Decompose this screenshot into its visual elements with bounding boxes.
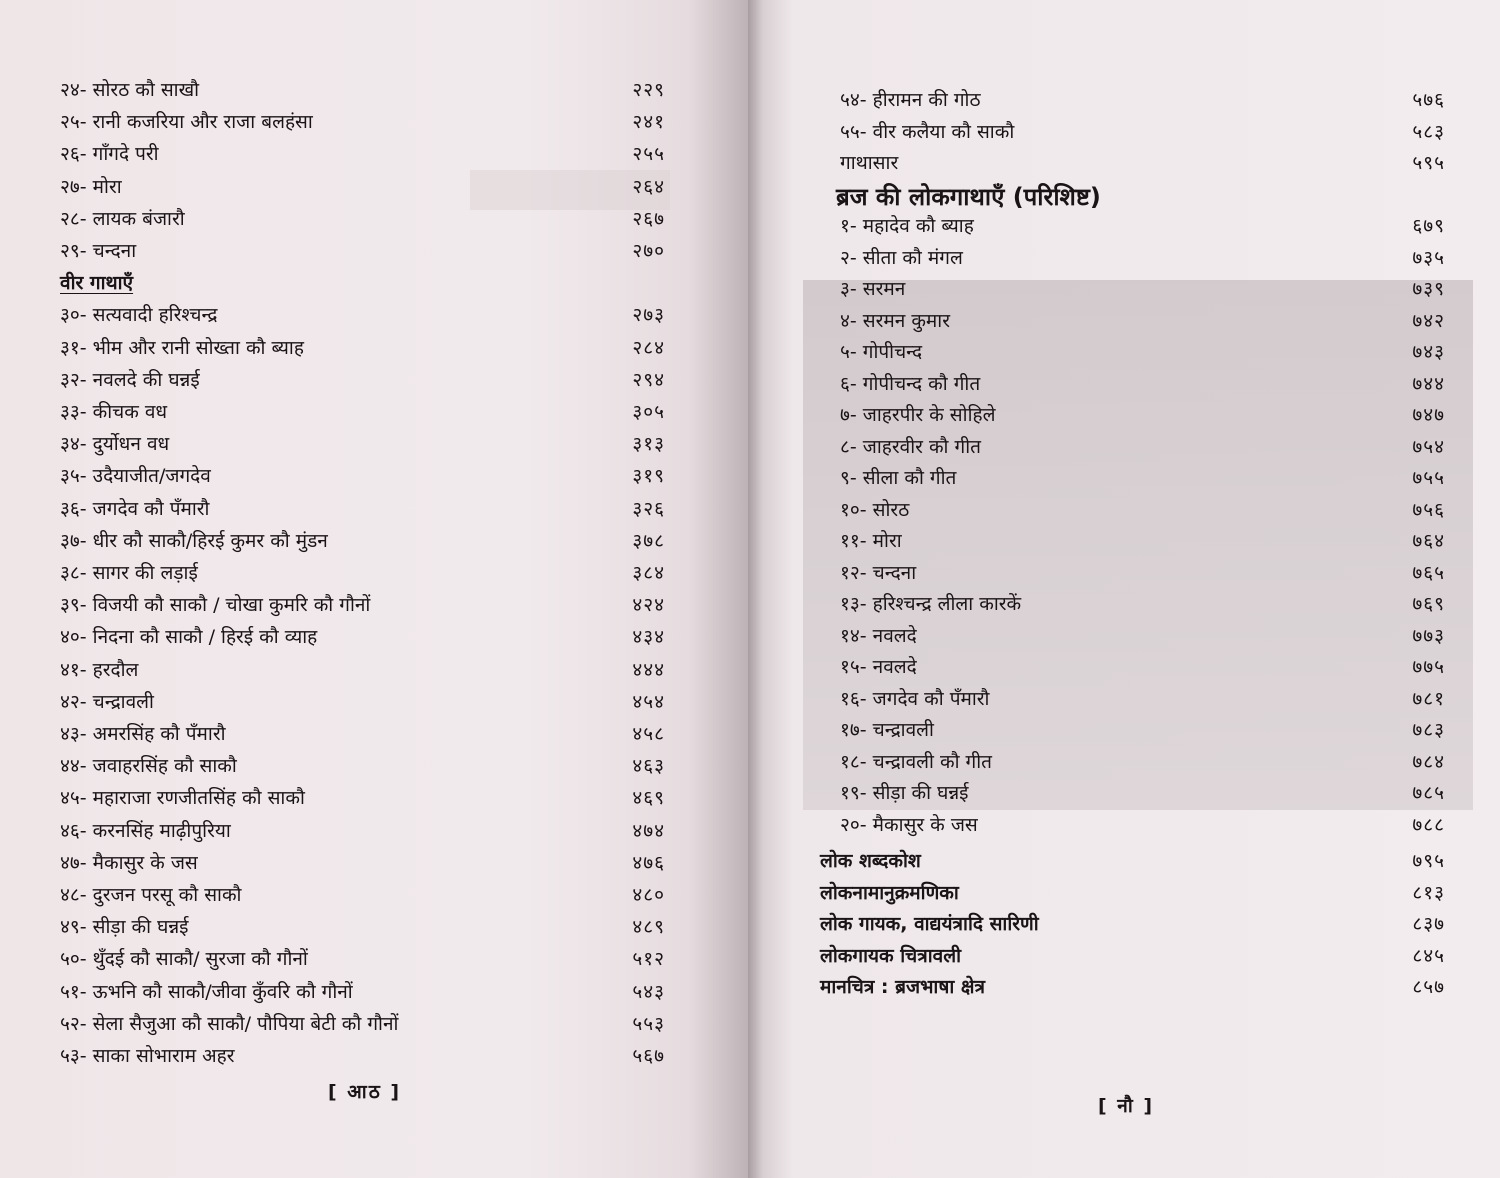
toc-entry — [60, 429, 665, 459]
toc-entry-title: ३- सरमन — [840, 278, 906, 300]
toc-entry-page: ७४३ — [1412, 341, 1445, 363]
right-toc-list-top — [840, 85, 1445, 185]
toc-entry-page: ३०५ — [632, 401, 665, 423]
toc-entry-title: ३४- दुर्योधन वध — [60, 433, 170, 456]
toc-entry-page: ३८४ — [632, 562, 665, 584]
toc-entry-title: ११- मोरा — [840, 530, 902, 552]
toc-entry-page: २६४ — [632, 175, 665, 198]
toc-entry-page: २२९ — [632, 79, 665, 101]
toc-entry-page: ५६७ — [632, 1045, 665, 1067]
toc-entry-page: ७४७ — [1412, 404, 1445, 426]
toc-entry-title: ३७- धीर कौ साकौ/हिरई कुमर कौ मुंडन — [60, 529, 328, 552]
toc-entry-title: २४- सोरठ कौ साखौ — [60, 79, 200, 101]
toc-entry-page: ५५३ — [632, 1012, 665, 1035]
toc-entry-title: लोकनामानुक्रमणिका — [820, 881, 959, 904]
toc-entry-page: ४७४ — [632, 819, 665, 842]
toc-entry — [60, 461, 665, 491]
toc-entry-title: १४- नवलदे — [840, 624, 917, 647]
toc-entry-page: ८३७ — [1412, 913, 1445, 935]
toc-entry-page: ३२६ — [632, 497, 665, 520]
toc-entry-page: ७५६ — [1412, 498, 1445, 521]
toc-entry-page: ७८४ — [1412, 750, 1445, 773]
toc-entry — [840, 274, 1445, 304]
toc-entry-page: २७३ — [632, 304, 665, 327]
toc-entry-page: २४१ — [632, 111, 665, 134]
toc-entry — [60, 816, 665, 846]
toc-entry — [840, 337, 1445, 367]
toc-entry — [60, 655, 665, 685]
toc-entry — [840, 747, 1445, 777]
toc-entry-page: ३७८ — [632, 529, 665, 552]
toc-entry-title: ४२- चन्द्रावली — [60, 690, 154, 713]
toc-entry-title: २८- लायक बंजारौ — [60, 207, 185, 230]
toc-entry — [60, 365, 665, 395]
toc-entry — [820, 878, 1445, 908]
toc-entry-title: लोकगायक चित्रावली — [820, 944, 962, 967]
toc-entry — [60, 590, 665, 620]
toc-entry-title: ७- जाहरपीर के सोहिले — [840, 404, 996, 426]
toc-entry-title: ४८- दुरजन परसू कौ साकौ — [60, 884, 242, 906]
toc-entry-page: ५७६ — [1412, 89, 1445, 111]
toc-entry-title: ८- जाहरवीर कौ गीत — [840, 435, 981, 458]
toc-entry — [840, 369, 1445, 399]
toc-entry-title: ४३- अमरसिंह कौ पँमारौ — [60, 723, 226, 745]
toc-entry-title: १८- चन्द्रावली कौ गीत — [840, 750, 993, 773]
toc-entry-page: ४६३ — [632, 755, 665, 778]
toc-entry — [840, 526, 1445, 556]
toc-entry-title: ४७- मैकासुर के जस — [60, 851, 198, 874]
toc-entry-title: ३१- भीम और रानी सोख्ता कौ ब्याह — [60, 336, 304, 359]
toc-entry — [840, 495, 1445, 525]
toc-entry — [840, 810, 1445, 840]
toc-entry-title: ६- गोपीचन्द कौ गीत — [840, 372, 981, 395]
toc-entry-page: ६७९ — [1412, 215, 1445, 237]
toc-entry — [840, 432, 1445, 462]
toc-entry — [60, 558, 665, 588]
toc-entry — [840, 778, 1445, 808]
toc-entry — [840, 117, 1445, 147]
toc-entry — [820, 972, 1445, 1002]
toc-entry-title: ५१- ऊभनि कौ साकौ/जीवा कुँवरि कौ गौनों — [60, 980, 353, 1003]
toc-entry-title: ३९- विजयी कौ साकौ / चोखा कुमरि कौ गौनों — [60, 594, 371, 617]
toc-entry-page: ४६९ — [632, 787, 665, 810]
left-page — [0, 0, 748, 1178]
toc-entry-title: ४९- सीड़ा की घन्नई — [60, 916, 189, 939]
toc-entry — [60, 397, 665, 427]
toc-entry — [820, 941, 1445, 971]
toc-entry-page: ४५८ — [632, 723, 665, 745]
toc-entry-title: २- सीता कौ मंगल — [840, 246, 963, 269]
toc-entry-page: २६७ — [632, 207, 665, 230]
toc-entry-title: १६- जगदेव कौ पँमारौ — [840, 687, 990, 710]
toc-entry — [60, 912, 665, 942]
toc-entry — [840, 306, 1445, 336]
toc-entry-page: ७३९ — [1412, 278, 1445, 300]
toc-entry-page: ७३५ — [1412, 246, 1445, 269]
toc-entry — [60, 1009, 665, 1039]
toc-entry-title: ५५- वीर कलैया कौ साकौ — [840, 120, 1015, 143]
toc-entry-page: ८५७ — [1412, 976, 1445, 998]
toc-entry-page: ७४२ — [1412, 309, 1445, 332]
right-toc-list-bottom — [820, 846, 1445, 1016]
toc-entry-page: ७८५ — [1412, 782, 1445, 804]
toc-entry — [60, 977, 665, 1007]
toc-entry-title: १९- सीड़ा की घन्नई — [840, 782, 969, 804]
toc-entry — [60, 783, 665, 813]
toc-entry-title: १७- चन्द्रावली — [840, 719, 934, 741]
toc-entry — [60, 268, 665, 298]
toc-entry-title: ४०- निदना कौ साकौ / हिरई कौ व्याह — [60, 626, 318, 649]
toc-entry — [840, 211, 1445, 241]
toc-entry-page: ७८३ — [1412, 719, 1445, 741]
toc-entry-page: २९४ — [632, 368, 665, 391]
toc-entry-title: ४१- हरदौल — [60, 658, 139, 681]
toc-entry-page: ७५४ — [1412, 435, 1445, 458]
toc-entry-title: गाथासार — [840, 152, 899, 174]
toc-entry-page: ७९५ — [1412, 850, 1445, 872]
toc-entry-title: मानचित्र : ब्रजभाषा क्षेत्र — [820, 976, 985, 998]
toc-entry-page: ७६५ — [1412, 561, 1445, 584]
toc-entry-page: ४४४ — [632, 658, 665, 681]
toc-entry-page: ७७३ — [1412, 624, 1445, 647]
toc-entry — [820, 846, 1445, 876]
toc-entry — [60, 204, 665, 234]
toc-entry — [60, 751, 665, 781]
toc-entry — [840, 684, 1445, 714]
toc-entry-title: ४४- जवाहरसिंह कौ साकौ — [60, 755, 237, 778]
toc-entry-title: ५०- थुँदई कौ साकौ/ सुरजा कौ गौनों — [60, 948, 308, 971]
toc-entry — [60, 880, 665, 910]
toc-entry-title: ३२- नवलदे की घन्नई — [60, 368, 200, 391]
toc-entry-title: लोक गायक, वाद्ययंत्रादि सारिणी — [820, 913, 1039, 935]
toc-entry — [840, 400, 1445, 430]
page-folio-left: [ आठ ] — [328, 1081, 402, 1103]
toc-entry-page: ८१३ — [1412, 881, 1445, 904]
toc-entry — [60, 300, 665, 330]
toc-entry-title: २५- रानी कजरिया और राजा बलहंसा — [60, 111, 313, 134]
toc-entry — [60, 494, 665, 524]
toc-entry-page: २८४ — [632, 336, 665, 359]
toc-entry — [60, 944, 665, 974]
toc-entry-page: ४५४ — [632, 690, 665, 713]
toc-entry-title: ३३- कीचक वध — [60, 401, 168, 423]
toc-entry-title: ३५- उदैयाजीत/जगदेव — [60, 465, 211, 488]
toc-entry — [60, 333, 665, 363]
toc-entry-page: ३१३ — [632, 433, 665, 456]
toc-entry — [820, 909, 1445, 939]
toc-entry — [60, 622, 665, 652]
toc-entry-page: ४८९ — [632, 916, 665, 939]
toc-entry-title: १- महादेव कौ ब्याह — [840, 215, 974, 237]
toc-entry-title: ४- सरमन कुमार — [840, 309, 950, 332]
toc-entry-page: ७६९ — [1412, 593, 1445, 615]
toc-entry — [840, 243, 1445, 273]
toc-entry-title: ३६- जगदेव कौ पँमारौ — [60, 497, 210, 520]
toc-entry — [60, 75, 665, 105]
toc-entry-title: ५२- सेला सैजुआ कौ साकौ/ पौपिया बेटी कौ गौनों — [60, 1012, 399, 1035]
toc-entry — [60, 526, 665, 556]
toc-entry-title: ५- गोपीचन्द — [840, 341, 923, 363]
toc-entry — [840, 621, 1445, 651]
toc-entry-page: ७६४ — [1412, 530, 1445, 552]
toc-entry-page: ५१२ — [632, 948, 665, 971]
toc-entry-page: ५८३ — [1412, 120, 1445, 143]
toc-entry — [840, 558, 1445, 588]
toc-entry — [60, 687, 665, 717]
toc-entry — [60, 848, 665, 878]
toc-entry-page: ७४४ — [1412, 372, 1445, 395]
toc-entry-title: लोक शब्दकोश — [820, 850, 921, 872]
right-page — [748, 0, 1500, 1178]
toc-entry-page: ४८० — [632, 884, 665, 906]
toc-entry — [60, 139, 665, 169]
toc-entry — [60, 1041, 665, 1071]
toc-entry — [840, 463, 1445, 493]
toc-entry — [60, 719, 665, 749]
toc-entry-title: ३८- सागर की लड़ाई — [60, 562, 198, 584]
toc-entry — [60, 236, 665, 266]
toc-entry-page: ५९५ — [1412, 152, 1445, 174]
toc-entry-page: २५५ — [632, 143, 665, 166]
toc-entry — [840, 589, 1445, 619]
appendix-heading: ब्रज की लोकगाथाएँ (परिशिष्ट) — [836, 183, 1101, 211]
toc-entry-page: ७५५ — [1412, 467, 1445, 489]
toc-entry-title: २९- चन्दना — [60, 240, 137, 262]
toc-entry-title: वीर गाथाएँ — [60, 272, 134, 295]
toc-entry-title: १०- सोरठ — [840, 498, 910, 521]
toc-entry-page: ५४३ — [632, 980, 665, 1003]
toc-entry-page: ४२४ — [632, 594, 665, 617]
toc-entry-title: १२- चन्दना — [840, 561, 917, 584]
toc-entry — [60, 172, 665, 202]
toc-entry-page: ८४५ — [1412, 944, 1445, 967]
toc-entry-title: २०- मैकासुर के जस — [840, 813, 978, 836]
toc-entry-title: १५- नवलदे — [840, 656, 917, 678]
toc-entry-page: ७८८ — [1412, 813, 1445, 836]
toc-entry-title: ३०- सत्यवादी हरिश्चन्द्र — [60, 304, 218, 327]
toc-entry-page: ७७५ — [1412, 656, 1445, 678]
toc-entry-title: २६- गाँगदे परी — [60, 143, 159, 166]
toc-entry — [60, 107, 665, 137]
toc-entry-title: ५४- हीरामन की गोठ — [840, 89, 981, 111]
appendix-toc-list — [840, 211, 1445, 871]
toc-entry-title: ४६- करनसिंह माढ़ीपुरिया — [60, 819, 231, 842]
toc-entry-page: ४३४ — [632, 626, 665, 649]
toc-entry-page: ४७६ — [632, 851, 665, 874]
toc-entry-title: ५३- साका सोभाराम अहर — [60, 1045, 235, 1067]
toc-entry-page: ७८१ — [1412, 687, 1445, 710]
toc-entry-title: २७- मोरा — [60, 175, 122, 198]
page-folio-right: [ नौ ] — [1098, 1095, 1155, 1117]
toc-entry-page: २७० — [632, 240, 665, 262]
toc-entry-title: ९- सीला कौ गीत — [840, 467, 957, 489]
toc-entry-title: ४५- महाराजा रणजीतसिंह कौ साकौ — [60, 787, 305, 810]
toc-entry-title: १३- हरिश्चन्द्र लीला कारकें — [840, 593, 1022, 615]
toc-entry — [840, 148, 1445, 178]
toc-entry — [840, 85, 1445, 115]
toc-entry — [840, 652, 1445, 682]
toc-entry — [840, 715, 1445, 745]
left-toc-list — [60, 75, 665, 1075]
toc-entry-page: ३१९ — [632, 465, 665, 488]
